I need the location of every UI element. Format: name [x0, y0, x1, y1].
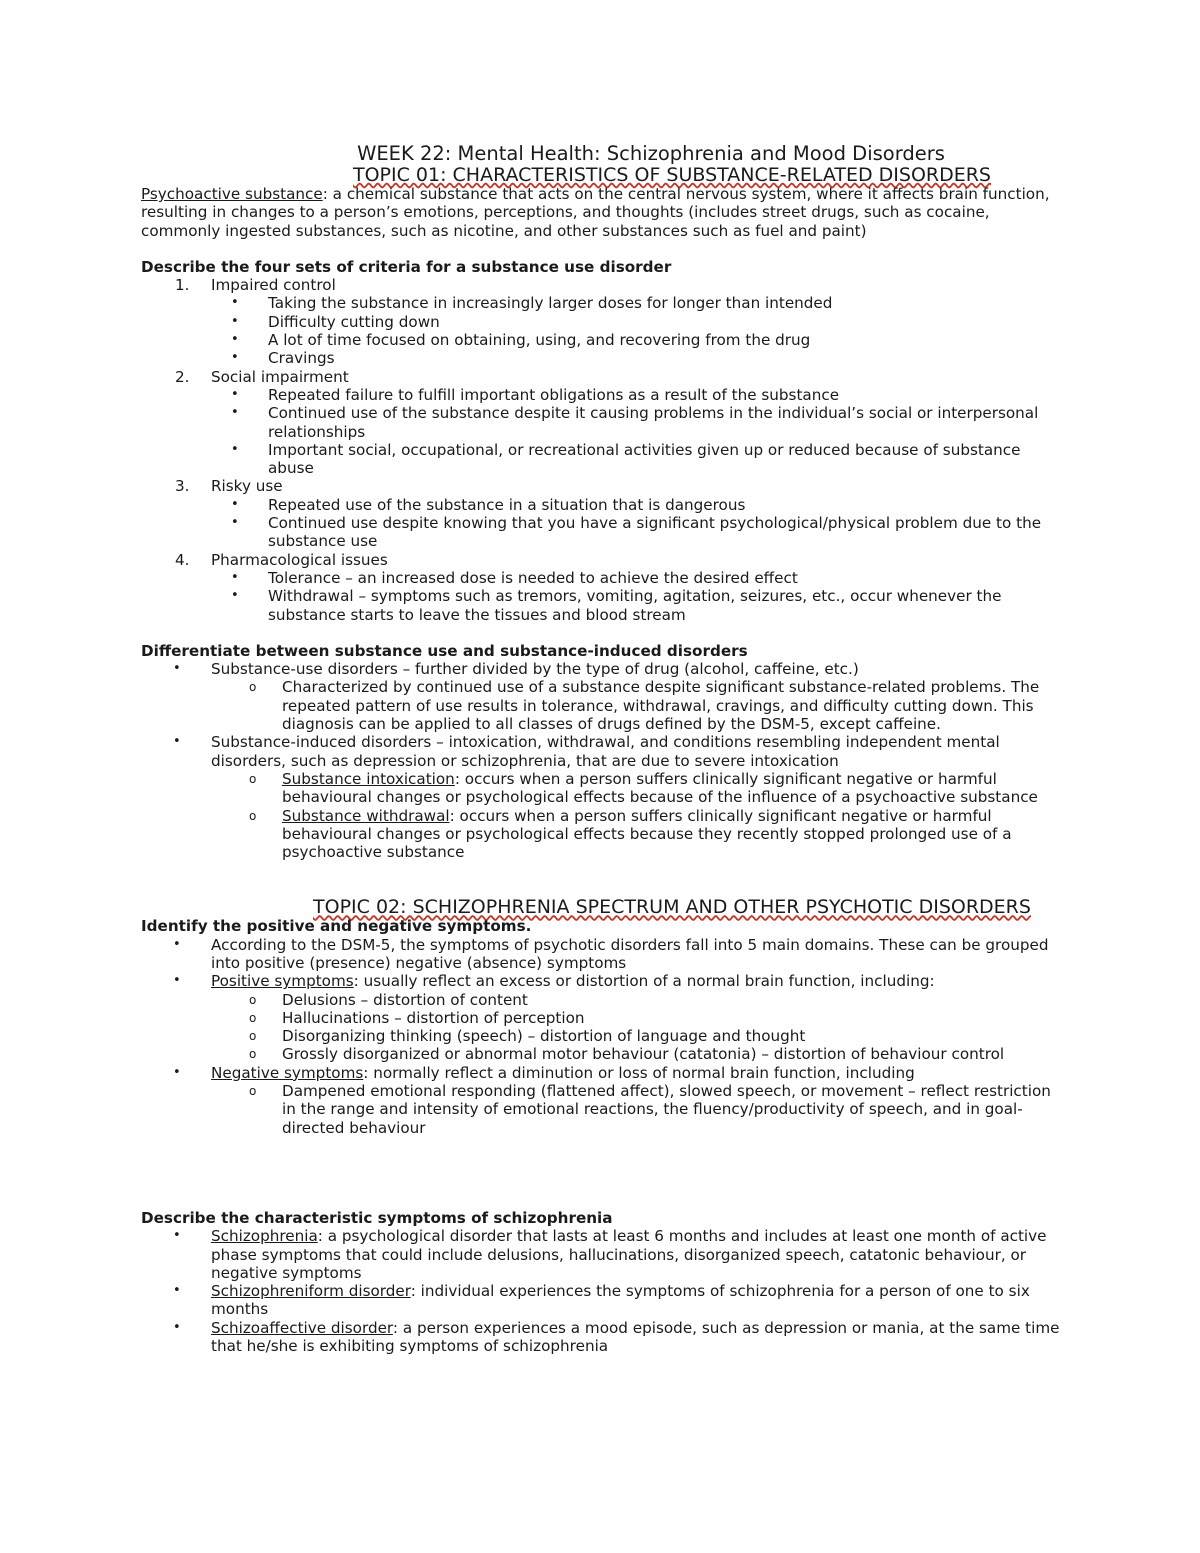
criterion-item — [141, 551, 1061, 569]
bullet-icon: • — [173, 734, 181, 750]
positive-symptoms-sublist — [141, 991, 1061, 1064]
list-item: • Repeated use of the substance in a situation that is dangerous — [231, 495, 746, 514]
criterion-1-items — [141, 294, 1061, 367]
criteria-heading: Describe the four sets of criteria for a substance use disorder — [141, 257, 672, 276]
circle-bullet-icon: o — [249, 1084, 257, 1099]
list-item: o Hallucinations – distortion of perception — [249, 1008, 585, 1027]
list-item: • Positive symptoms: usually reflect an excess or distortion of a normal brain function, including: — [173, 972, 935, 991]
schizophrenia-heading: Describe the characteristic symptoms of schizophrenia — [141, 1208, 613, 1227]
psychoactive-term: Psychoactive substance — [141, 185, 323, 203]
list-item: • Substance-use disorders – further divided by the type of drug (alcohol, caffeine, etc.) — [173, 660, 859, 679]
criteria-list — [141, 551, 1061, 569]
induced-disorders-sublist — [141, 770, 1061, 861]
disorder-types-list — [141, 660, 1061, 678]
document-page — [141, 142, 1061, 1355]
criterion-item — [141, 477, 1061, 495]
symptoms-list — [141, 1064, 1061, 1082]
list-item: • Schizophrenia: a psychological disorder that lasts at least 6 months and includes at least one month of active phase symptoms that could include delusions, hallucinations, disorganized speech, catatonic behaviour, or negative symptoms — [173, 1227, 1047, 1282]
bullet-icon: • — [173, 1283, 181, 1299]
topic-2-heading: TOPIC 02: SCHIZOPHRENIA SPECTRUM AND OTHER PSYCHOTIC DISORDERS — [313, 896, 1031, 919]
bullet-icon: • — [231, 515, 239, 531]
bullet-icon: • — [231, 405, 239, 421]
criteria-list — [141, 477, 1061, 495]
list-item: • Negative symptoms: normally reflect a diminution or loss of normal brain function, including — [173, 1063, 915, 1082]
bullet-icon: • — [173, 973, 181, 989]
bullet-icon: • — [173, 936, 181, 952]
negative-symptoms-sublist — [141, 1082, 1061, 1137]
criterion-label: Pharmacological issues — [211, 550, 388, 569]
symptoms-list — [141, 936, 1061, 991]
list-item: o Dampened emotional responding (flattened affect), slowed speech, or movement – reflect restriction in the range and intensity of emotional reactions, the fluency/productivity of speech, and in goal-directed behaviour — [249, 1082, 1051, 1137]
list-item: o Characterized by continued use of a substance despite significant substance-related problems. The repeated pattern of use results in tolerance, withdrawal, cravings, and difficulty cutting down. This diagnosis can be applied to all classes of drugs defined by the DSM-5, except caffeine. — [249, 678, 1040, 734]
criterion-number: 4. — [175, 550, 190, 569]
criterion-label: Impaired control — [211, 276, 336, 295]
bullet-icon: • — [173, 1319, 181, 1335]
list-item: • Withdrawal – symptoms such as tremors, vomiting, agitation, seizures, etc., occur whenever the substance starts to leave the tissues and blood stream — [231, 587, 1002, 624]
criterion-4-items — [141, 569, 1061, 624]
differentiate-heading: Differentiate between substance use and substance-induced disorders — [141, 641, 748, 660]
list-item: • Substance-induced disorders – intoxication, withdrawal, and conditions resembling independent mental disorders, such as depression or schizophrenia, that are due to severe intoxication — [173, 733, 1000, 770]
bullet-icon: • — [231, 569, 239, 585]
list-item: • Continued use despite knowing that you have a significant psychological/physical problem due to the substance use — [231, 514, 1042, 551]
criterion-number: 2. — [175, 367, 190, 386]
bullet-icon: • — [231, 350, 239, 366]
criterion-label: Social impairment — [211, 367, 349, 386]
list-item: o Delusions – distortion of content — [249, 990, 528, 1009]
document-title: WEEK 22: Mental Health: Schizophrenia and Mood Disorders — [357, 142, 945, 165]
criterion-2-items — [141, 386, 1061, 477]
criteria-list — [141, 276, 1061, 294]
schizophrenia-list — [141, 1227, 1061, 1355]
criterion-number: 1. — [175, 276, 190, 295]
circle-bullet-icon: o — [249, 1010, 257, 1025]
criterion-3-items — [141, 496, 1061, 551]
bullet-icon: • — [231, 295, 239, 311]
list-item: o Disorganizing thinking (speech) – distortion of language and thought — [249, 1027, 806, 1046]
list-item: • According to the DSM-5, the symptoms of psychotic disorders fall into 5 main domains. These can be grouped into positive (presence) negative (absence) symptoms — [173, 935, 1049, 972]
list-item: o Substance intoxication: occurs when a person suffers clinically significant negative or harmful behavioural changes or psychological effects because of the influence of a psychoactive substance — [249, 769, 1038, 807]
circle-bullet-icon: o — [249, 992, 257, 1007]
symptoms-heading: Identify the positive and negative symptoms. — [141, 917, 532, 936]
list-item: o Grossly disorganized or abnormal motor behaviour (catatonia) – distortion of behaviour control — [249, 1045, 1005, 1064]
circle-bullet-icon: o — [249, 1047, 257, 1062]
bullet-icon: • — [231, 496, 239, 512]
list-item: o Substance withdrawal: occurs when a person suffers clinically significant negative or harmful behavioural changes or psychological effects because they recently stopped prolonged use of a psychoactive substance — [249, 806, 1012, 862]
circle-bullet-icon: o — [249, 1029, 257, 1044]
criteria-list — [141, 368, 1061, 386]
bullet-icon: • — [231, 332, 239, 348]
list-item: • Schizophreniform disorder: individual experiences the symptoms of schizophrenia for a person of one to six months — [173, 1282, 1030, 1319]
topic-1-heading: TOPIC 01: CHARACTERISTICS OF SUBSTANCE-RELATED DISORDERS — [352, 164, 991, 186]
bullet-icon: • — [231, 441, 239, 457]
bullet-icon: • — [173, 1064, 181, 1080]
psychoactive-definition — [141, 185, 1061, 240]
criterion-number: 3. — [175, 477, 190, 496]
bullet-icon: • — [173, 1228, 181, 1244]
disorder-types-list — [141, 733, 1061, 770]
criterion-item — [141, 276, 1061, 294]
use-disorders-sublist — [141, 678, 1061, 733]
bullet-icon: • — [173, 661, 181, 677]
circle-bullet-icon: o — [249, 680, 257, 695]
list-item: • Continued use of the substance despite it causing problems in the individual’s social or interpersonal relationships — [231, 404, 1039, 441]
circle-bullet-icon: o — [249, 771, 257, 786]
criterion-label: Risky use — [211, 477, 283, 496]
bullet-icon: • — [231, 386, 239, 402]
list-item: • Important social, occupational, or recreational activities given up or reduced because of substance abuse — [231, 440, 1021, 478]
list-item: • Tolerance – an increased dose is needed to achieve the desired effect — [231, 568, 798, 587]
list-item: • Taking the substance in increasingly larger doses for longer than intended — [231, 294, 833, 313]
bullet-icon: • — [231, 588, 239, 604]
list-item: • Repeated failure to fulfill important obligations as a result of the substance — [231, 385, 840, 404]
bullet-icon: • — [231, 313, 239, 329]
list-item: • Cravings — [231, 349, 335, 368]
circle-bullet-icon: o — [249, 808, 257, 823]
psychoactive-text: : a chemical substance that acts on the central nervous system, where it affects brain function, resulting in changes to a person’s emotions, perceptions, and thoughts (includes street drugs, such as cocaine, commonly ingested substances, such as nicotine, and other substances such as fuel and paint) — [141, 185, 1050, 240]
list-item: • Schizoaffective disorder: a person experiences a mood episode, such as depression or mania, at the same time that he/she is exhibiting symptoms of schizophrenia — [173, 1318, 1060, 1356]
criterion-item — [141, 368, 1061, 386]
list-item: • Difficulty cutting down — [231, 312, 440, 331]
list-item: • A lot of time focused on obtaining, using, and recovering from the drug — [231, 331, 811, 350]
